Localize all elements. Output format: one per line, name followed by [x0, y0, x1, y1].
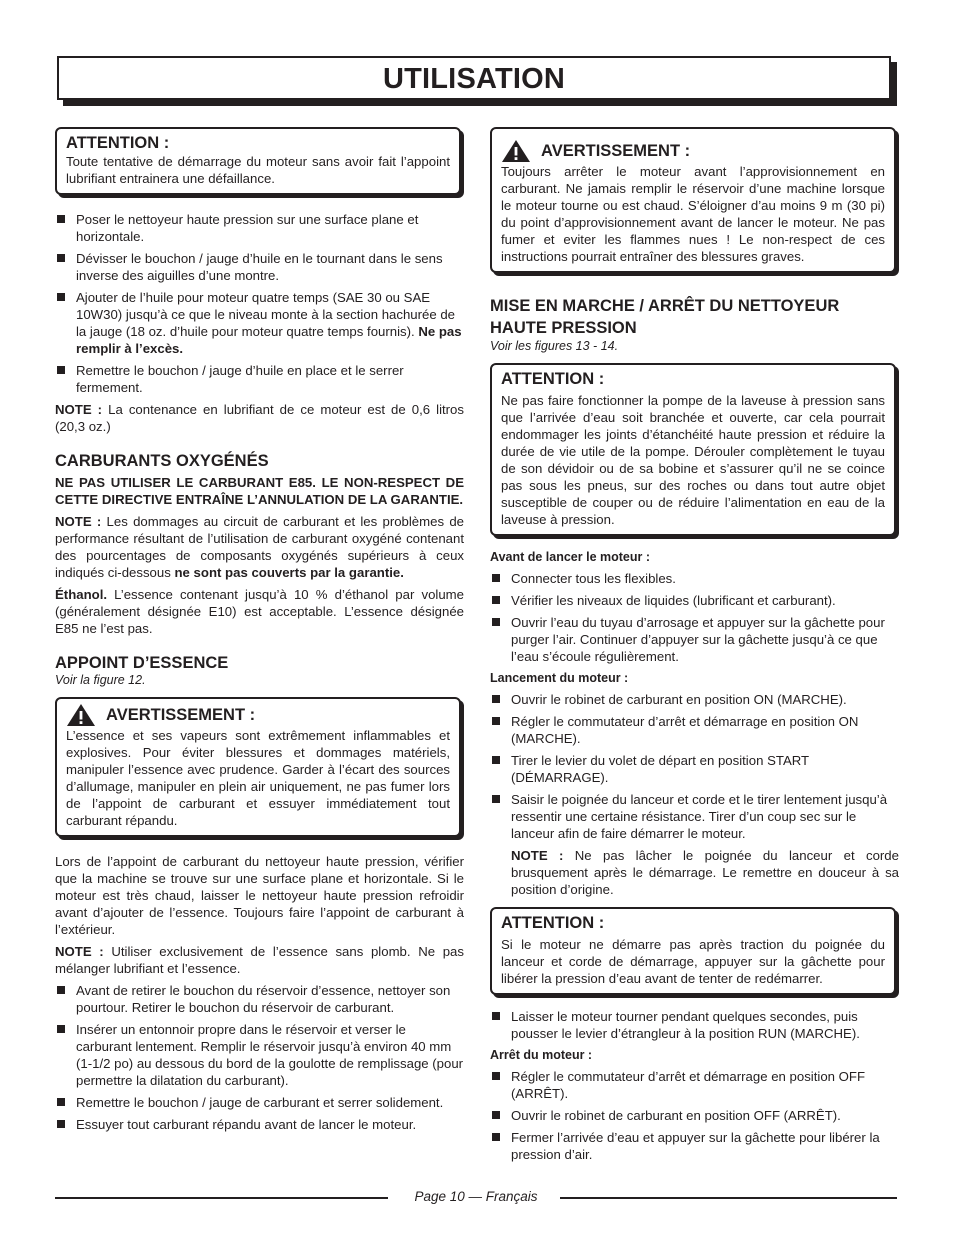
list-item: Ouvrir l’eau du tuyau d’arrosage et appuyer sur la gâchette pour purger l’air. Continuer d’appuyer sur la gâchette jusqu’à ce que l’eau s’écoule régulièrement.	[490, 614, 899, 665]
warning-text: L’essence et ses vapeurs sont extrêmement inflammables et explosives. Pour éviter blessures et dommages matériels, manipuler l’essence avec prudence. Garder à l’écart des sources d’allumage, manipuler en plein air uniquement, ne pas fumer lors de l’appoint de carburant et essuyer immédiatement tout carburant répandu.	[66, 728, 450, 828]
oil-note	[55, 401, 464, 435]
note-label: NOTE :	[55, 944, 104, 959]
list-item: Régler le commutateur d’arrêt et démarrage en position ON (MARCHE).	[490, 713, 899, 747]
list-item: Essuyer tout carburant répandu avant de lancer le moteur.	[55, 1116, 464, 1133]
section-heading-start-stop: MISE EN MARCHE / ARRÊT DU NETTOYEUR HAUTE PRESSION	[490, 297, 840, 337]
note-text: Utiliser exclusivement de l’essence sans plomb. Ne pas mélanger lubrifiant et l’essence.	[55, 944, 464, 976]
oil-steps-list	[55, 211, 464, 396]
figure-reference: Voir les figures 13 - 14.	[490, 339, 619, 353]
warning-triangle-icon	[501, 139, 531, 163]
before-start-list	[490, 570, 899, 665]
page-footer	[55, 1188, 897, 1208]
note-text: Les dommages au circuit de carburant et les problèmes de performance résultant de l’utilisation de carburant oxygéné contenant des pourcentages de composants oxygénés supérieurs à ceux indiqués ci-dessous	[55, 514, 464, 580]
page-title: UTILISATION	[382, 63, 566, 95]
run-list	[490, 1008, 899, 1042]
warning-text: Toujours arrêter le moteur avant l’approvisionnement en carburant. Ne jamais remplir le réservoir d’une machine lorsque le moteur tourne ou est chaud. S’éloigner d’au moins 9 m (30 pi) du point d’approvisionnement avant de lancer le moteur. Ne pas fumer et eviter les flammes nues ! Le non-respect de ces instructions pourrait entraîner des blessures graves.	[501, 164, 885, 264]
stop-label: Arrêt du moteur :	[490, 1048, 593, 1062]
attention-box-pump	[490, 363, 896, 536]
attention-text: Ne pas faire fonctionner la pompe de la laveuse à pression sans que l’arrivée d’eau soit branchée et ouverte, car cela pourrait endommager les joints d’étanchéité haute pression et réduire la durée de vie utile de la pompe. Dérouler complètement le tuyau de son dévidoir ou de sa bobine et s’assurer qu’il ne se coince pas sous les pneus, sur des roches ou dans tout autre objet susceptible de couper ou de réduire l’alimentation en eau de la laveuse à pression.	[501, 393, 885, 527]
list-item-emphasis: Ne pas remplir à l’excès.	[76, 324, 462, 356]
list-item: Insérer un entonnoir propre dans le réservoir et verser le carburant lentement. Remplir le réservoir jusqu’à environ 40 mm (1-1/2 po) au dessous du bord de la goulotte de remplissage (pour permettre la dilatation du carburant).	[55, 1021, 464, 1089]
figure-reference: Voir la figure 12.	[55, 673, 146, 687]
attention-heading: ATTENTION :	[501, 370, 605, 388]
attention-text: Toute tentative de démarrage du moteur sans avoir fait l’appoint lubrifiant entrainera une défaillance.	[66, 154, 450, 186]
attention-text: Si le moteur ne démarre pas après traction du poignée du lanceur et corde de démarrage, appuyer sur la gâchette pour libérer la pression d’eau avant de tenter de redémarrer.	[501, 937, 885, 986]
ethanol-text: L’essence contenant jusqu’à 10 % d’éthanol par volume (généralement désignée E10) est acceptable. L’essence désignée E85 ne l’est pas.	[55, 587, 464, 636]
before-start-label: Avant de lancer le moteur :	[490, 550, 650, 564]
list-item-text: Ajouter de l’huile pour moteur quatre temps (SAE 30 ou SAE 10W30) jusqu’à ce que le niveau monte à la section hachurée de la jauge (18 oz. d’huile pour moteur quatre temps fournis).	[76, 290, 456, 339]
warning-heading: AVERTISSEMENT :	[106, 706, 256, 724]
ethanol-note	[55, 586, 464, 637]
warning-box-fuel	[55, 697, 461, 837]
fuel-note	[55, 943, 464, 977]
fuel-paragraph: Lors de l’appoint de carburant du nettoyeur haute pression, vérifier que la machine se trouve sur une surface plane et horizontale. Si le moteur est très chaud, laisser le nettoyeur haute pression refroidir avant d’ajouter de l’essence. Toujours faire l’appoint de carburant à l’extérieur.	[55, 854, 464, 937]
page-number: Page 10 — Français	[414, 1189, 538, 1204]
note-text: Ne pas lâcher le poignée du lanceur et corde brusquement après le démarrage. Le remettre en douceur à sa position d’origine.	[511, 848, 899, 897]
oxy-warning: NE PAS UTILISER LE CARBURANT E85. LE NON-RESPECT DE CETTE DIRECTIVE ENTRAÎNE L’ANNULATION DE LA GARANTIE.	[55, 475, 464, 507]
ethanol-label: Éthanol.	[55, 587, 108, 602]
list-item: Poser le nettoyeur haute pression sur une surface plane et horizontale.	[55, 211, 464, 245]
note-text: La contenance en lubrifiant de ce moteur est de 0,6 litros (20,3 oz.)	[55, 402, 464, 434]
fuel-steps-list	[55, 982, 464, 1133]
warning-triangle-icon	[66, 703, 96, 727]
list-item: Ouvrir le robinet de carburant en position OFF (ARRÊT).	[490, 1107, 899, 1124]
warning-box-refuel	[490, 127, 896, 273]
attention-box-restart	[490, 907, 896, 995]
attention-heading: ATTENTION :	[66, 134, 170, 152]
oxy-note	[55, 513, 464, 581]
attention-heading: ATTENTION :	[501, 914, 605, 932]
launch-label: Lancement du moteur :	[490, 671, 629, 685]
list-item: Vérifier les niveaux de liquides (lubrificant et carburant).	[490, 592, 899, 609]
list-item: Laisser le moteur tourner pendant quelques secondes, puis pousser le levier d’étrangleur à la position RUN (MARCHE).	[490, 1008, 899, 1042]
list-item: Avant de retirer le bouchon du réservoir d’essence, nettoyer son pourtour. Retirer le bouchon du réservoir de carburant.	[55, 982, 464, 1016]
left-column	[55, 127, 464, 1138]
list-item	[55, 289, 464, 357]
list-item: Remettre le bouchon / jauge de carburant et serrer solidement.	[55, 1094, 464, 1111]
note-emphasis: ne sont pas couverts par la garantie.	[174, 565, 404, 580]
note-label: NOTE :	[511, 848, 564, 863]
list-item: Régler le commutateur d’arrêt et démarrage en position OFF (ARRÊT).	[490, 1068, 899, 1102]
launch-note	[490, 847, 899, 898]
list-item: Dévisser le bouchon / jauge d’huile en le tournant dans le sens inverse des aiguilles d’une montre.	[55, 250, 464, 284]
right-column	[490, 127, 899, 1168]
list-item: Tirer le levier du volet de départ en position START (DÉMARRAGE).	[490, 752, 899, 786]
page-title-bar	[57, 56, 891, 100]
attention-box-oil	[55, 127, 461, 195]
list-item: Saisir le poignée du lanceur et corde et le tirer lentement jusqu’à ressentir une certaine résistance. Tirer d’un coup sec sur le lanceur afin de faire démarrer le moteur.	[490, 791, 899, 842]
list-item: Fermer l’arrivée d’eau et appuyer sur la gâchette pour libérer la pression d’air.	[490, 1129, 899, 1163]
note-label: NOTE :	[55, 514, 102, 529]
list-item: Ouvrir le robinet de carburant en position ON (MARCHE).	[490, 691, 899, 708]
note-label: NOTE :	[55, 402, 103, 417]
launch-list	[490, 691, 899, 842]
list-item: Remettre le bouchon / jauge d’huile en place et le serrer fermement.	[55, 362, 464, 396]
stop-list	[490, 1068, 899, 1163]
section-heading-fuel: APPOINT D’ESSENCE	[55, 654, 229, 672]
list-item: Connecter tous les flexibles.	[490, 570, 899, 587]
section-heading-oxygenated: CARBURANTS OXYGÉNÉS	[55, 452, 269, 470]
warning-heading: AVERTISSEMENT :	[541, 142, 691, 160]
